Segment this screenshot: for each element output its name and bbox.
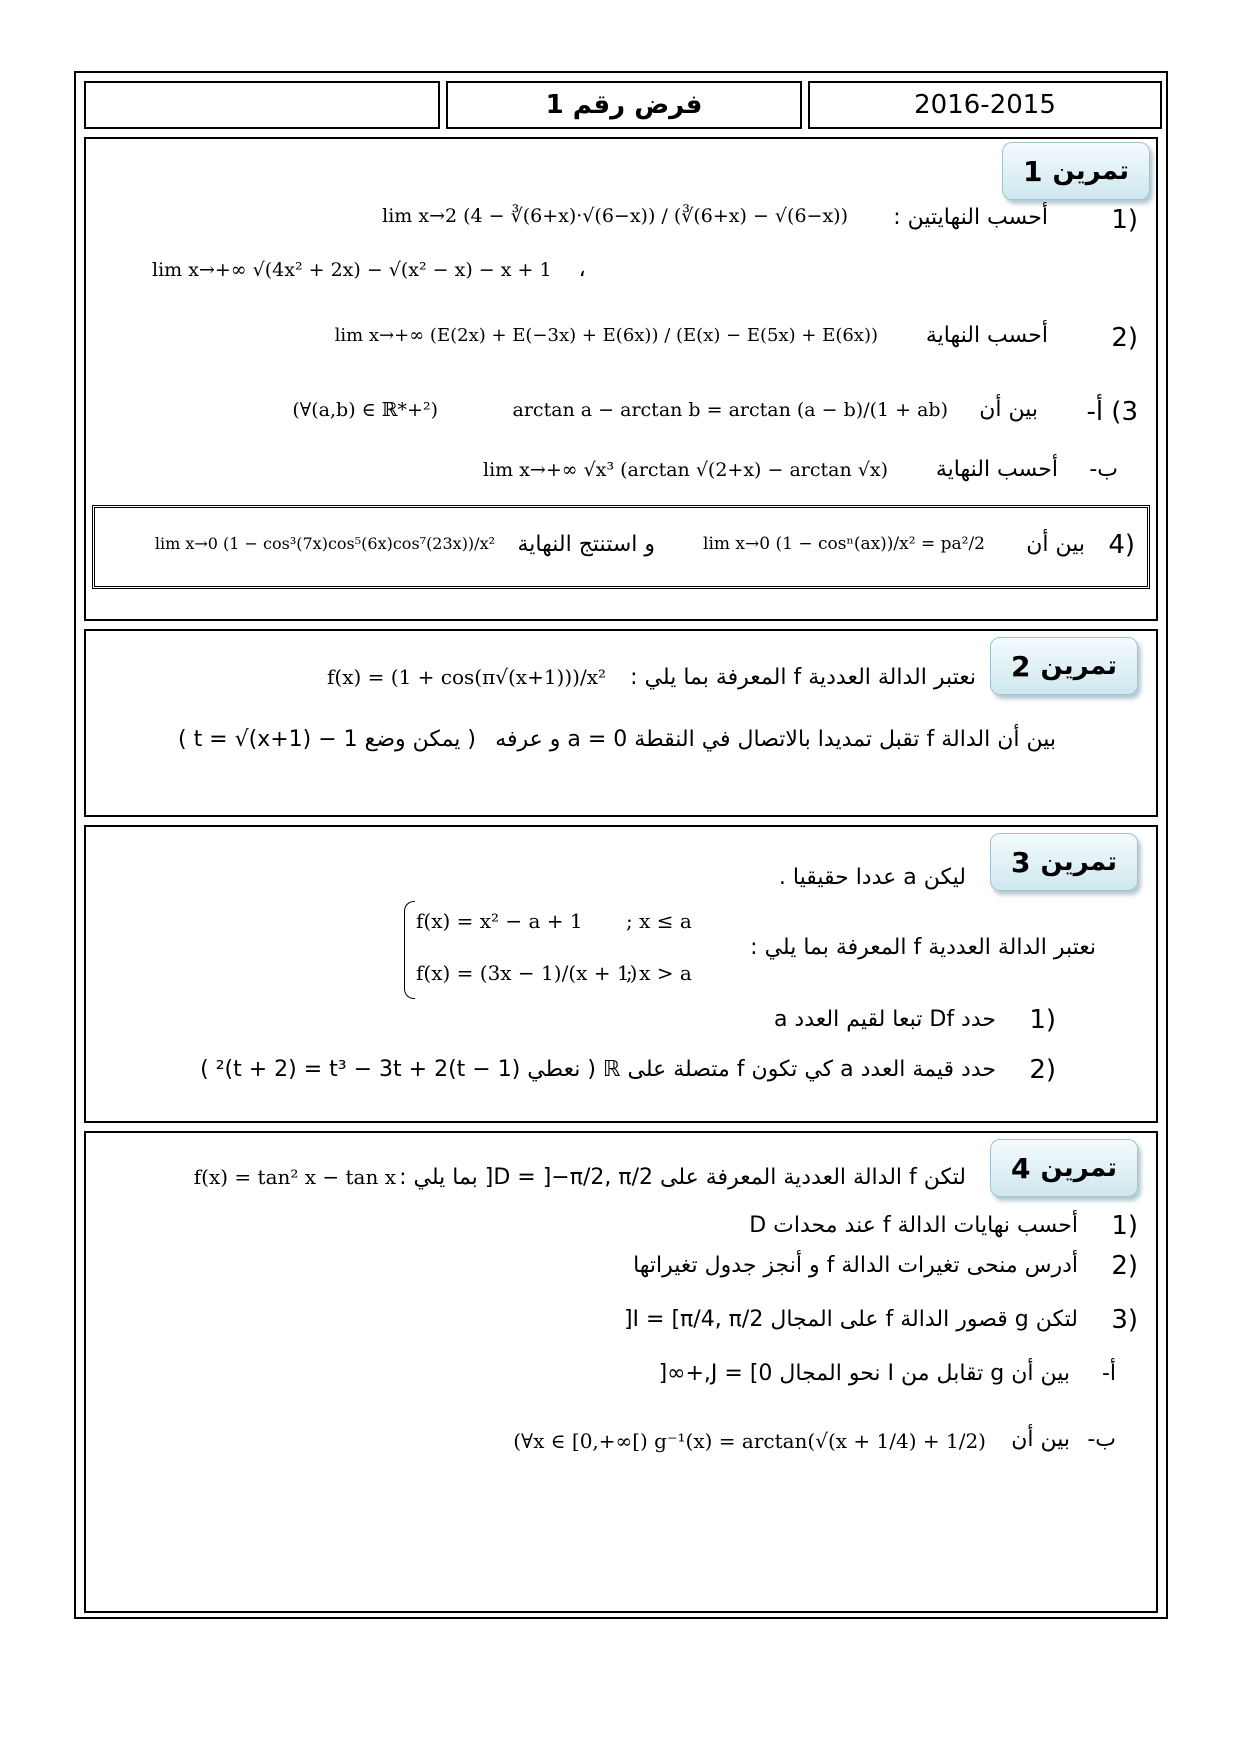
ex4-q1-text: أحسب نهايات الدالة f عند محدات D bbox=[749, 1213, 1078, 1238]
ex4-q2-text: أدرس منحى تغيرات الدالة f و أنجز جدول تغيراتها bbox=[633, 1253, 1078, 1278]
ex4-q2-number: 2) bbox=[1111, 1251, 1138, 1281]
exercise-2-badge bbox=[990, 637, 1138, 695]
ex4-q1-line bbox=[538, 1211, 1138, 1247]
ex3-q2-number: 2) bbox=[1029, 1055, 1056, 1085]
exercise-2-section bbox=[84, 629, 1158, 817]
exercise-1-badge-label: تمرين bbox=[1052, 156, 1130, 186]
ex4-line-1-equation: f(x) = tan² x − tan x bbox=[193, 1165, 396, 1189]
ex2-line-1-text: نعتبر الدالة العددية f المعرفة بما يلي : bbox=[630, 665, 976, 690]
header-year-cell bbox=[808, 81, 1162, 129]
ex4-line-1 bbox=[126, 1161, 966, 1205]
ex1-q4-number: 4) bbox=[1108, 530, 1135, 560]
ex3-case-1-cond: ; x ≤ a bbox=[626, 909, 692, 933]
ex4-q3b-line bbox=[416, 1425, 1116, 1465]
ex4-q3a-number: أ- bbox=[1101, 1361, 1116, 1386]
exercise-4-badge bbox=[990, 1139, 1138, 1197]
exercise-1-badge-number: 1 bbox=[1023, 154, 1043, 188]
ex4-q3b-number: ب- bbox=[1087, 1427, 1116, 1452]
ex1-q1-limit-b: lim x→+∞ √(4x² + 2x) − √(x² − x) − x + 1 bbox=[152, 259, 552, 281]
ex1-q4-equation: lim x→0 (1 − cosⁿ(ax))/x² = pa²/2 bbox=[703, 534, 985, 554]
ex3-line-2: نعتبر الدالة العددية f المعرفة بما يلي : bbox=[750, 935, 1096, 960]
ex4-q3-line bbox=[538, 1305, 1138, 1345]
ex3-q1-number: 1) bbox=[1029, 1005, 1056, 1035]
ex3-case-2: f(x) = (3x − 1)/(x + 1) bbox=[416, 961, 638, 985]
ex2-line-2-hint: ( يمكن وضع t = √(x+1) − 1 ) bbox=[177, 727, 476, 752]
ex1-q3-quantifier: (∀(a,b) ∈ ℝ*+²) bbox=[292, 399, 438, 421]
ex3-q2-text: حدد قيمة العدد a كي تكون f متصلة على ℝ bbox=[603, 1057, 996, 1082]
ex1-q4-box bbox=[92, 505, 1150, 589]
ex3-piecewise-brace bbox=[404, 901, 415, 999]
exercise-3-section bbox=[84, 825, 1158, 1123]
exercise-1-section bbox=[84, 137, 1158, 621]
exercise-3-badge bbox=[990, 833, 1138, 891]
ex1-q4-and: و استنتج النهاية bbox=[517, 532, 655, 557]
exercise-2-badge-label: تمرين bbox=[1040, 651, 1118, 681]
ex3-q2-hint: ( نعطي (t − 1)²(t + 2) = t³ − 3t + 2 ) bbox=[200, 1057, 596, 1082]
ex4-q3-number: 3) bbox=[1111, 1305, 1138, 1335]
ex1-q2-number: 2) bbox=[1111, 323, 1138, 353]
ex1-q3b-number: ب- bbox=[1089, 457, 1118, 482]
ex1-q4-text: بين أن bbox=[1026, 532, 1085, 557]
ex4-q3-text: لتكن g قصور الدالة f على المجال I = [π/4, π/2[ bbox=[623, 1307, 1078, 1332]
page-frame bbox=[74, 71, 1168, 1619]
ex2-line-2-text: بين أن الدالة f تقبل تمديدا بالاتصال في النقطة 0 = a و عرفه bbox=[495, 727, 1056, 752]
ex3-line-1: ليكن a عددا حقيقيا . bbox=[778, 865, 966, 890]
ex1-q3-number: 3) أ- bbox=[1086, 397, 1138, 427]
ex4-q3a-line bbox=[516, 1359, 1116, 1399]
ex4-line-1-text: لتكن f الدالة العددية المعرفة على D = ]−π/2, π/2[ بما يلي : bbox=[399, 1165, 966, 1190]
ex2-line-1-equation: f(x) = (1 + cos(π√(x+1)))/x² bbox=[327, 665, 606, 689]
ex1-q2-limit: lim x→+∞ (E(2x) + E(−3x) + E(6x)) / (E(x) − E(5x) + E(6x)) bbox=[334, 325, 878, 346]
ex3-q2-line bbox=[156, 1055, 1056, 1095]
ex1-q3b-limit: lim x→+∞ √x³ (arctan √(2+x) − arctan √x) bbox=[483, 459, 888, 481]
header-title-cell bbox=[446, 81, 802, 129]
header-title: فرض رقم 1 bbox=[545, 90, 703, 120]
header-year: 2016-2015 bbox=[914, 90, 1056, 120]
ex4-q1-number: 1) bbox=[1111, 1211, 1138, 1241]
ex1-q2-text: أحسب النهاية bbox=[925, 323, 1048, 348]
ex1-q4-limit: lim x→0 (1 − cos³(7x)cos⁵(6x)cos⁷(23x))/x² bbox=[154, 534, 495, 553]
ex1-q1-line bbox=[178, 199, 1138, 259]
ex1-q3b-line bbox=[178, 451, 1138, 501]
ex1-q1-line-b bbox=[152, 257, 752, 282]
ex1-q4-line bbox=[105, 530, 1135, 570]
exercise-4-section bbox=[84, 1131, 1158, 1613]
exercise-3-badge-number: 3 bbox=[1011, 845, 1031, 879]
ex2-line-2 bbox=[156, 727, 1056, 767]
ex1-q1-separator: ، bbox=[578, 257, 586, 282]
exercise-4-badge-number: 4 bbox=[1011, 1151, 1031, 1185]
exercise-3-badge-label: تمرين bbox=[1040, 847, 1118, 877]
exercise-1-badge bbox=[1002, 142, 1150, 200]
ex1-q3-equation: arctan a − arctan b = arctan (a − b)/(1 + ab) bbox=[512, 399, 948, 421]
ex3-case-1: f(x) = x² − a + 1 bbox=[416, 909, 583, 933]
header-blank-cell bbox=[84, 81, 440, 129]
ex1-q3b-text: أحسب النهاية bbox=[935, 457, 1058, 482]
ex3-q1-line bbox=[556, 1005, 1056, 1045]
exercise-2-badge-number: 2 bbox=[1011, 649, 1031, 683]
ex2-line-1 bbox=[176, 661, 976, 701]
ex3-case-2-cond: ; x > a bbox=[626, 961, 692, 985]
ex4-q3a-text: بين أن g تقابل من I نحو المجال J = [0,+∞[ bbox=[658, 1361, 1070, 1386]
ex4-q3b-equation: (∀x ∈ [0,+∞[) g⁻¹(x) = arctan(√(x + 1/4) + 1/2) bbox=[513, 1429, 986, 1453]
ex1-q3-line bbox=[178, 391, 1138, 441]
ex1-q2-line bbox=[178, 317, 1138, 367]
exercise-4-badge-label: تمرين bbox=[1040, 1153, 1118, 1183]
ex4-q3b-text: بين أن bbox=[1011, 1427, 1070, 1452]
ex1-q1-limit-a: lim x→2 (4 − ∛(6+x)·√(6−x)) / (∛(6+x) − √(6−x)) bbox=[382, 205, 848, 227]
ex4-q2-line bbox=[538, 1251, 1138, 1287]
ex1-q3-text: بين أن bbox=[979, 397, 1038, 422]
ex1-q1-number: 1) bbox=[1111, 205, 1138, 235]
ex1-q1-text: أحسب النهايتين : bbox=[893, 205, 1048, 230]
ex3-q1-text: حدد Df تبعا لقيم العدد a bbox=[773, 1007, 996, 1032]
